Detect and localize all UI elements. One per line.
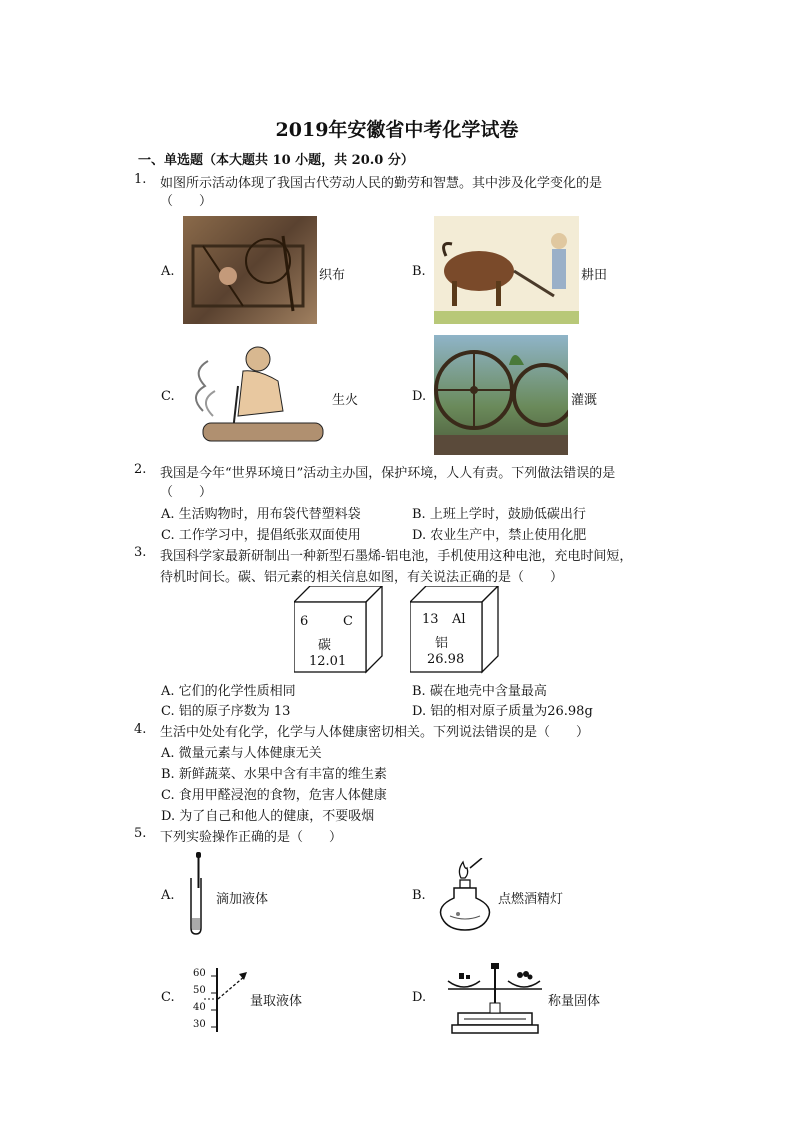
aluminum-name: 铝 <box>435 636 449 651</box>
weaving-image <box>183 216 317 324</box>
q2-opt-d: D. 农业生产中，禁止使用化肥 <box>412 528 587 543</box>
q3-opt-c: C. 铝的原子序数为 13 <box>161 704 291 719</box>
q1-number: 1. <box>134 172 147 187</box>
carbon-mass: 12.01 <box>309 654 347 669</box>
q1-opt-b-letter: B. <box>412 264 426 279</box>
q5-opt-a-letter: A. <box>161 888 175 903</box>
q3-opt-b: B. 碳在地壳中含量最高 <box>412 684 547 699</box>
q2-number: 2. <box>134 462 147 477</box>
q2-opt-c: C. 工作学习中，提倡纸张双面使用 <box>161 528 361 543</box>
q1-opt-b-label: 耕田 <box>581 268 608 283</box>
q5-opt-b-letter: B. <box>412 888 426 903</box>
q5-opt-d-label: 称量固体 <box>548 994 601 1009</box>
q5-opt-c-label: 量取液体 <box>250 994 303 1009</box>
irrigation-image <box>434 335 568 455</box>
q4-number: 4. <box>134 722 147 737</box>
q4-opt-c: C. 食用甲醛浸泡的食物，危害人体健康 <box>161 788 387 803</box>
cylinder-tick-40: 40 <box>193 1002 206 1013</box>
q5-opt-b-label: 点燃酒精灯 <box>498 892 564 907</box>
q1-opt-a-letter: A. <box>161 264 175 279</box>
alcohol-lamp-diagram <box>434 858 496 934</box>
q3-opt-d: D. 铝的相对原子质量为26.98g <box>412 704 593 719</box>
q4-opt-a: A. 微量元素与人体健康无关 <box>161 746 322 761</box>
q3-stem-line2: 待机时间长。碳、铝元素的相关信息如图，有关说法正确的是（ ） <box>160 570 564 585</box>
carbon-symbol: C <box>343 614 353 629</box>
carbon-number: 6 <box>300 614 309 629</box>
q2-opt-a: A. 生活购物时，用布袋代替塑料袋 <box>161 507 361 522</box>
q1-opt-c-label: 生火 <box>332 393 359 408</box>
q1-opt-c-letter: C. <box>161 389 175 404</box>
q1-stem: 如图所示活动体现了我国古代劳动人民的勤劳和智慧。其中涉及化学变化的是 <box>160 176 603 191</box>
cylinder-tick-30: 30 <box>193 1019 206 1030</box>
q4-opt-d: D. 为了自己和他人的健康，不要吸烟 <box>161 809 375 824</box>
aluminum-mass: 26.98 <box>427 652 465 667</box>
q2-paren: （ ） <box>160 485 213 500</box>
dropper-tube-diagram <box>183 852 213 936</box>
q5-opt-d-letter: D. <box>412 990 427 1005</box>
q3-stem-line1: 我国科学家最新研制出一种新型石墨烯-铝电池，手机使用这种电池，充电时间短， <box>160 549 633 564</box>
q5-opt-a-label: 滴加液体 <box>216 892 269 907</box>
fire-making-image <box>183 341 328 449</box>
q2-opt-b: B. 上班上学时，鼓励低碳出行 <box>412 507 586 522</box>
section-heading: 一、单选题（本大题共 10 小题，共 20.0 分） <box>138 153 414 168</box>
carbon-name: 碳 <box>318 638 332 653</box>
aluminum-symbol: Al <box>452 612 466 627</box>
cylinder-tick-60: 60 <box>193 968 206 979</box>
cylinder-tick-50: 50 <box>193 985 206 996</box>
aluminum-number: 13 <box>422 612 439 627</box>
balance-scale-diagram <box>444 963 544 1039</box>
q1-paren: （ ） <box>160 194 213 209</box>
q5-stem: 下列实验操作正确的是（ ） <box>160 830 343 845</box>
q4-stem: 生活中处处有化学，化学与人体健康密切相关。下列说法错误的是（ ） <box>160 725 590 740</box>
q4-opt-b: B. 新鲜蔬菜、水果中含有丰富的维生素 <box>161 767 387 782</box>
q5-opt-c-letter: C. <box>161 990 175 1005</box>
q3-number: 3. <box>134 545 147 560</box>
exam-title: 2019年安徽省中考化学试卷 <box>275 119 519 141</box>
q2-stem: 我国是今年“世界环境日”活动主办国，保护环境，人人有责。下列做法错误的是 <box>160 466 616 481</box>
q1-opt-d-letter: D. <box>412 389 427 404</box>
plowing-image <box>434 216 579 324</box>
q1-opt-a-label: 织布 <box>319 268 346 283</box>
q3-opt-a: A. 它们的化学性质相同 <box>161 684 296 699</box>
q5-number: 5. <box>134 826 147 841</box>
q1-opt-d-label: 灌溉 <box>571 393 598 408</box>
